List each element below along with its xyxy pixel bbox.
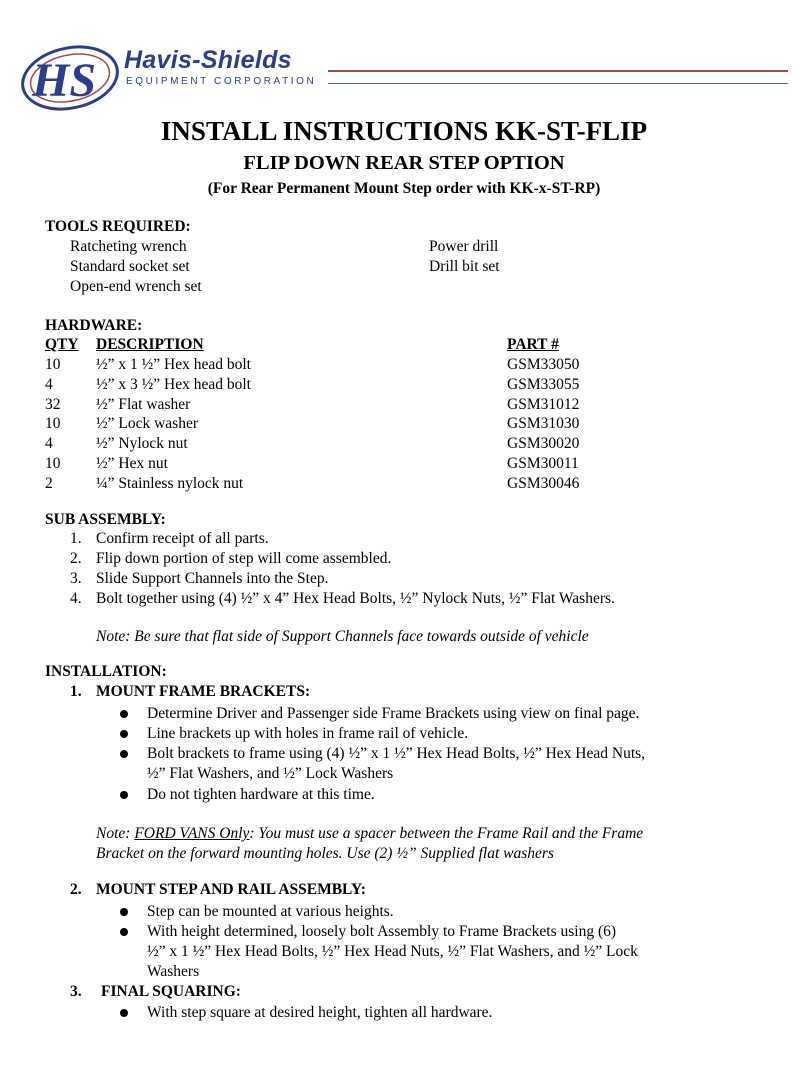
step-number: 4. [70, 590, 82, 607]
note-rest: : You must use a spacer between the Frame Rail and the Frame [249, 825, 644, 842]
hw-desc: ½” Lock washer [96, 415, 198, 432]
installation-heading: INSTALLATION: [45, 663, 167, 680]
step-number: 3. [70, 570, 82, 587]
hw-part: GSM30011 [507, 455, 579, 472]
bullet-text-continued: Washers [147, 963, 200, 980]
section-title-mount-frame-brackets: MOUNT FRAME BRACKETS: [96, 683, 311, 700]
sub-assembly-heading: SUB ASSEMBLY: [45, 511, 166, 528]
step-text: Confirm receipt of all parts. [96, 530, 269, 547]
col-header-qty: QTY [45, 336, 79, 353]
havis-shields-logo [18, 38, 128, 118]
step-text: Slide Support Channels into the Step. [96, 570, 329, 587]
hw-qty: 4 [45, 376, 53, 393]
bullet-text: Bolt brackets to frame using (4) ½” x 1 ½” Hex Head Bolts, ½” Hex Head Nuts, [147, 745, 646, 762]
hw-part: GSM33055 [507, 376, 580, 393]
bullet-icon [120, 1009, 128, 1017]
brand-name: Havis-Shields [124, 46, 292, 74]
sub-assembly-note: Note: Be sure that flat side of Support Channels face towards outside of vehicle [96, 628, 589, 645]
section-number: 2. [70, 881, 82, 898]
bullet-icon [120, 908, 128, 916]
bullet-text-continued: ½” x 1 ½” Hex Head Bolts, ½” Hex Head Nuts, ½” Flat Washers, and ½” Lock [147, 943, 638, 960]
step-number: 2. [70, 550, 82, 567]
bullet-text: Line brackets up with holes in frame rail of vehicle. [147, 725, 469, 742]
step-text: Bolt together using (4) ½” x 4” Hex Head Bolts, ½” Nylock Nuts, ½” Flat Washers. [96, 590, 615, 607]
hw-desc: ½” x 3 ½” Hex head bolt [96, 376, 251, 393]
hw-qty: 4 [45, 435, 53, 452]
page-title: INSTALL INSTRUCTIONS KK-ST-FLIP [160, 116, 648, 146]
section-title-mount-step-rail: MOUNT STEP AND RAIL ASSEMBLY: [96, 881, 366, 898]
bullet-icon [120, 710, 128, 718]
col-header-part: PART # [507, 336, 559, 353]
step-text: Flip down portion of step will come assembled. [96, 550, 392, 567]
hardware-heading: HARDWARE: [45, 317, 143, 334]
tool-item: Open-end wrench set [70, 278, 202, 295]
hw-part: GSM30020 [507, 435, 580, 452]
bullet-text: Step can be mounted at various heights. [147, 903, 394, 920]
step-number: 1. [70, 530, 82, 547]
bullet-icon [120, 730, 128, 738]
hw-qty: 10 [45, 415, 61, 432]
tool-item: Standard socket set [70, 258, 190, 275]
hw-desc: ¼” Stainless nylock nut [96, 475, 244, 492]
section-title-final-squaring: FINAL SQUARING: [101, 983, 241, 1000]
logo-letters: HS [32, 54, 97, 107]
brand-subtitle: EQUIPMENT CORPORATION [126, 76, 317, 87]
header-rule-bottom [328, 83, 788, 84]
tool-item: Ratcheting wrench [70, 238, 187, 255]
tools-heading: TOOLS REQUIRED: [45, 218, 191, 235]
section-number: 1. [70, 683, 82, 700]
page-subtitle: FLIP DOWN REAR STEP OPTION [243, 152, 565, 174]
hw-qty: 32 [45, 396, 61, 413]
hw-part: GSM30046 [507, 475, 580, 492]
ford-vans-note [96, 824, 643, 844]
bullet-text: With step square at desired height, tighten all hardware. [147, 1004, 493, 1021]
hw-part: GSM31012 [507, 396, 580, 413]
hw-part: GSM33050 [507, 356, 580, 373]
hw-desc: ½” Flat washer [96, 396, 191, 413]
order-note: (For Rear Permanent Mount Step order with KK-x-ST-RP) [207, 180, 601, 197]
bullet-text: With height determined, loosely bolt Assembly to Frame Brackets using (6) [147, 923, 617, 940]
note-ford-vans-only: FORD VANS Only [134, 825, 250, 842]
hw-qty: 2 [45, 475, 53, 492]
hw-qty: 10 [45, 455, 61, 472]
bullet-icon [120, 750, 128, 758]
bullet-text: Determine Driver and Passenger side Frame Brackets using view on final page. [147, 705, 640, 722]
ford-vans-note-line2: Bracket on the forward mounting holes. Use (2) ½” Supplied flat washers [96, 845, 554, 862]
hw-desc: ½” x 1 ½” Hex head bolt [96, 356, 251, 373]
col-header-description: DESCRIPTION [96, 336, 204, 353]
bullet-text-continued: ½” Flat Washers, and ½” Lock Washers [147, 765, 394, 782]
section-number: 3. [70, 983, 82, 1000]
hw-qty: 10 [45, 356, 61, 373]
note-prefix: Note: [96, 825, 135, 842]
bullet-icon [120, 791, 128, 799]
tool-item: Drill bit set [429, 258, 500, 275]
hw-desc: ½” Nylock nut [96, 435, 188, 452]
tool-item: Power drill [429, 238, 499, 255]
header-rule-top [328, 70, 788, 72]
hw-part: GSM31030 [507, 415, 580, 432]
hw-desc: ½” Hex nut [96, 455, 168, 472]
bullet-icon [120, 928, 128, 936]
bullet-text: Do not tighten hardware at this time. [147, 786, 375, 803]
